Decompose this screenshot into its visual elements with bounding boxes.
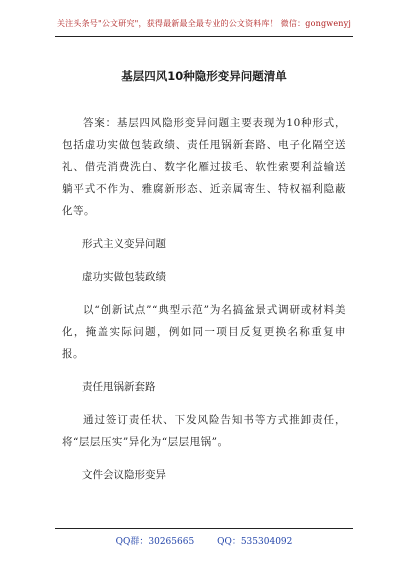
answer-paragraph: 答案：基层四风隐形变异问题主要表现为10种形式，包括虚功实做包装政绩、责任甩锅新套路、电子化隔空送礼、借壳消费洗白、数字化雁过拔毛、软性索要利益输送躺平式不作为、雅腐新形态、近亲属寄生、特权福利隐蔽化等。: [62, 117, 346, 217]
section-heading: 形式主义变异问题: [82, 238, 166, 250]
qq-text: QQ：535304092: [217, 537, 293, 547]
document-body: [62, 112, 346, 486]
qq-group-text: QQ群：30265665: [115, 537, 195, 547]
body-paragraph: 通过签订责任状、下发风险告知书等方式推卸责任，将“层层压实”异化为“层层甩锅”。: [62, 414, 346, 448]
body-paragraph: 以“创新试点”“典型示范”为名搞盆景式调研或材料美化，掩盖实际问题，例如同一项目反复更换名称重复申报。: [62, 304, 346, 360]
footer-divider: [55, 528, 353, 529]
header-notice: 关注头条号"公文研究"，获得最新最全最专业的公文资料库！ 微信：gongwenyj: [56, 19, 352, 28]
document-title: 基层四风10种隐形变异问题清单: [121, 69, 287, 83]
header-divider: [55, 36, 353, 37]
subsection-heading: 虚功实做包装政绩: [82, 271, 166, 283]
subsection-heading: 文件会议隐形变异: [82, 469, 166, 481]
footer-contact: [0, 534, 408, 547]
subsection-heading: 责任甩锅新套路: [82, 381, 156, 393]
